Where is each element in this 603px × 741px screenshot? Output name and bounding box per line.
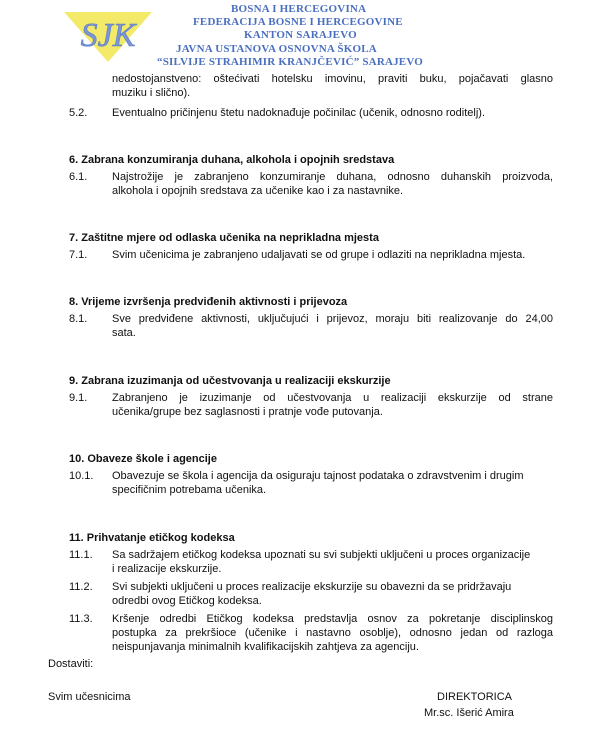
item-number: 8.1. [69, 313, 88, 325]
section-heading: 6. Zabrana konzumiranja duhana, alkohola i opojnih sredstava [69, 154, 395, 166]
school-logo [62, 8, 154, 64]
item-number: 11.1. [69, 549, 93, 561]
item-number: 11.3. [69, 613, 93, 625]
header-country: BOSNA I HERCEGOVINA [231, 3, 367, 15]
item-text: neispunjavanja minimalnih kvalifikacijskih zahtjeva za agenciju. [112, 641, 419, 653]
section-heading: 7. Zaštitne mjere od odlaska učenika na neprikladna mjesta [69, 232, 379, 244]
item-text: odredbi ovog Etičkog kodeksa. [112, 595, 262, 607]
item-number: 11.2. [69, 581, 93, 593]
item-text: specifičnim potrebama učenika. [112, 484, 267, 496]
item-number: 7.1. [69, 249, 88, 261]
continued-text-line: muziku i slično). [112, 87, 191, 99]
item-text: Sve predviđene aktivnosti, uključujući i prijevoz, moraju biti realizovanje do 24,00 [112, 313, 553, 325]
header-canton: KANTON SARAJEVO [244, 29, 357, 41]
continued-text-line: nedostojanstveno: oštećivati hotelsku imovinu, praviti buku, pojačavati glasno [112, 73, 553, 85]
item-text: i realizacije ekskurzije. [112, 563, 222, 575]
section-heading: 9. Zabrana izuzimanja od učestvovanja u realizaciji ekskurzije [69, 375, 391, 387]
item-text: Kršenje odredbi Etičkog kodeksa predstavlja osnov za pokretanje disciplinskog [112, 613, 553, 625]
signatory-role: DIREKTORICA [437, 691, 512, 703]
item-number: 5.2. [69, 107, 88, 119]
header-school-name: “SILVIJE STRAHIMIR KRANJČEVIĆ” SARAJEVO [157, 56, 424, 68]
item-text: učenika/grupe bez saglasnosti i pratnje vođe putovanja. [112, 406, 383, 418]
item-text: Najstrožije je zabranjeno konzumiranje duhana, odnosno duhanskih proizvoda, [112, 171, 553, 183]
logo-triangle-icon [62, 8, 154, 64]
item-number: 6.1. [69, 171, 88, 183]
item-text: sata. [112, 327, 136, 339]
distribution-label: Dostaviti: [48, 658, 94, 670]
recipients-text: Svim učesnicima [48, 691, 131, 703]
header-institution: JAVNA USTANOVA OSNOVNA ŠKOLA [176, 43, 377, 55]
section-heading: 8. Vrijeme izvršenja predviđenih aktivnosti i prijevoza [69, 296, 348, 308]
item-text: Zabranjeno je izuzimanje od učestvovanja u realizaciji ekskurzije od strane [112, 392, 553, 404]
header-federation: FEDERACIJA BOSNE I HERCEGOVINE [193, 16, 403, 28]
item-text: Sa sadržajem etičkog kodeksa upoznati su svi subjekti uključeni u proces organizacije [112, 549, 531, 561]
section-heading: 10. Obaveze škole i agencije [69, 453, 217, 465]
logo-monogram: SJK [80, 17, 136, 54]
signatory-name: Mr.sc. Išerić Amira [424, 707, 514, 719]
item-text: Obavezuje se škola i agencija da osiguraju tajnost podataka o zdravstvenim i drugim [112, 470, 524, 482]
item-number: 9.1. [69, 392, 88, 404]
item-text: Svi subjekti uključeni u proces realizacije ekskurzije su obavezni da se pridržavaju [112, 581, 512, 593]
item-text: alkohola i opojnih sredstava za učenike kao i za nastavnike. [112, 185, 404, 197]
item-text: postupka za prekršioce (učenike i nastavno osoblje), odnosno jedan od razloga [112, 627, 553, 639]
section-heading: 11. Prihvatanje etičkog kodeksa [69, 532, 235, 544]
item-number: 10.1. [69, 470, 94, 482]
item-text: Eventualno pričinjenu štetu nadoknađuje počinilac (učenik, odnosno roditelj). [112, 107, 486, 119]
item-text: Svim učenicima je zabranjeno udaljavati se od grupe i odlaziti na neprikladna mjesta. [112, 249, 526, 261]
